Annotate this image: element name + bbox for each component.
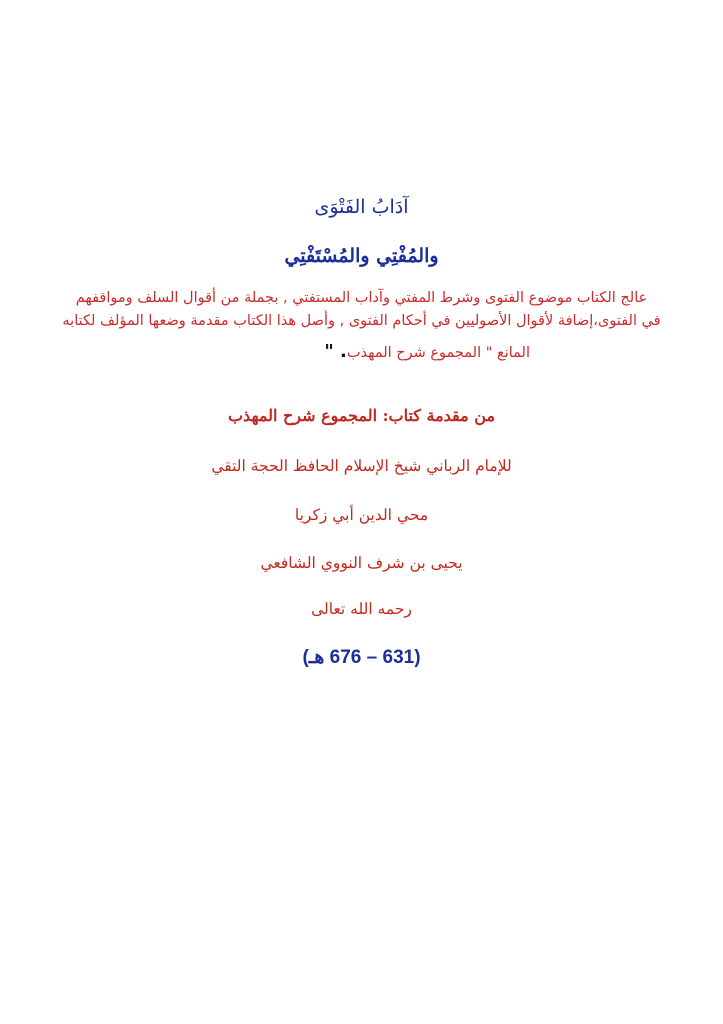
description-line-3	[200, 343, 530, 361]
closing-quote: . "	[324, 341, 347, 362]
author-line-1: للإمام الرباني شيخ الإسلام الحافظ الحجة التقي	[211, 457, 512, 475]
author-line-4: رحمه الله تعالى	[311, 600, 412, 618]
book-subtitle: والمُفْتِي والمُسْتَفْتِي	[284, 245, 439, 267]
description-line-1: عالج الكتاب موضوع الفتوى وشرط المفتي وآداب المستفتي , بجملة من أقوال السلف ومواقفهم	[75, 290, 648, 306]
description-line-3-text: المانع " المجموع شرح المهذب	[346, 345, 530, 361]
author-line-2: محي الدين أبي زكريا	[294, 506, 429, 524]
description-line-2: في الفتوى،إضافة لأقوال الأصوليين في أحكام الفتوى , وأصل هذا الكتاب مقدمة وضعها المؤلف لكتابه	[62, 313, 661, 329]
lifespan-dates: (631 – 676 هـ)	[302, 647, 421, 668]
source-heading: من مقدمة كتاب: المجموع شرح المهذب	[227, 406, 496, 425]
book-title: آدَابُ الفَتْوَى	[314, 196, 409, 218]
author-line-3: يحيى بن شرف النووي الشافعي	[260, 554, 463, 572]
